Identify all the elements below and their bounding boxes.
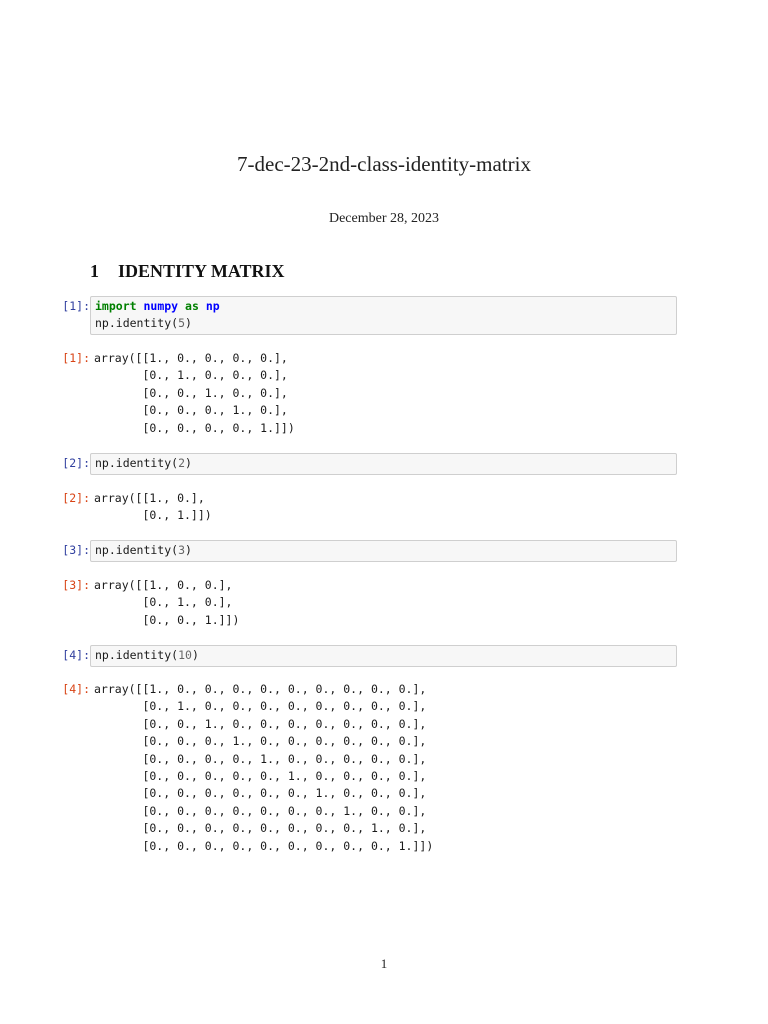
output-text-1: array([[1., 0., 0., 0., 0.], [0., 1., 0., 0., 0.], [0., 0., 1., 0., 0.], [0., 0., 0., 1., 0.], [0., 0., 0., 0., 1.]]) [94,351,295,435]
output-prompt-1: [1]: [62,351,90,365]
code-line [95,542,672,559]
code-cell-3[interactable] [90,540,677,562]
function-call: np.identity( [95,648,179,662]
output-prompt-4: [4]: [62,682,90,696]
number-literal: 5 [178,316,186,331]
function-call: np.identity( [95,456,179,470]
keyword-import: import [95,299,137,313]
document-title: 7-dec-23-2nd-class-identity-matrix [237,152,531,176]
function-call: np.identity( [95,543,179,557]
close-paren: ) [185,456,192,470]
code-cell-2[interactable] [90,453,677,475]
output-text-4: array([[1., 0., 0., 0., 0., 0., 0., 0., 0., 0.], [0., 1., 0., 0., 0., 0., 0., 0., 0., 0.], [0., 0., 1., 0., 0., 0., 0., 0., 0., 0.], [0., 0., 0., 1., 0., 0., 0., 0., 0., 0.], [0., 0., 0., 0., 1., 0., 0., 0., 0., 0.], [0., 0., 0., 0., 0., 1., 0., 0., 0., 0.], [0., 0., 0., 0., 0., 0., 1., 0., 0., 0.], [0., 0., 0., 0., 0., 0., 0., 1., 0., 0.], [0., 0., 0., 0., 0., 0., 0., 0., 1., 0.], [0., 0., 0., 0., 0., 0., 0., 0., 0., 1.]]) [94,682,434,853]
document-date: December 28, 2023 [328,211,440,226]
page-number: 1 [380,956,388,971]
code-cell-4[interactable] [90,645,677,667]
code-line [95,315,672,332]
code-line [95,455,672,472]
output-text-3: array([[1., 0., 0.], [0., 1., 0.], [0., 0., 1.]]) [94,578,240,627]
code-cell-1[interactable] [90,296,677,335]
input-prompt-1: [1]: [62,299,90,313]
close-paren: ) [185,316,192,331]
output-prompt-2: [2]: [62,491,90,505]
keyword-as: as [185,299,199,313]
close-paren: ) [185,543,192,557]
module-name: numpy [143,299,179,313]
close-paren: ) [191,648,199,662]
output-text-2: array([[1., 0.], [0., 1.]]) [94,491,212,523]
module-alias: np [205,299,220,313]
section-title: IDENTITY MATRIX [118,261,285,281]
section-number: 1 [90,261,99,281]
code-line [95,647,672,664]
section-heading [90,261,285,282]
number-literal: 3 [178,543,186,557]
number-literal: 10 [178,648,192,662]
input-prompt-4: [4]: [62,648,90,662]
function-call: np.identity( [95,316,179,331]
code-line [95,298,672,315]
number-literal: 2 [178,456,186,470]
input-prompt-2: [2]: [62,456,90,470]
input-prompt-3: [3]: [62,543,90,557]
output-prompt-3: [3]: [62,578,90,592]
